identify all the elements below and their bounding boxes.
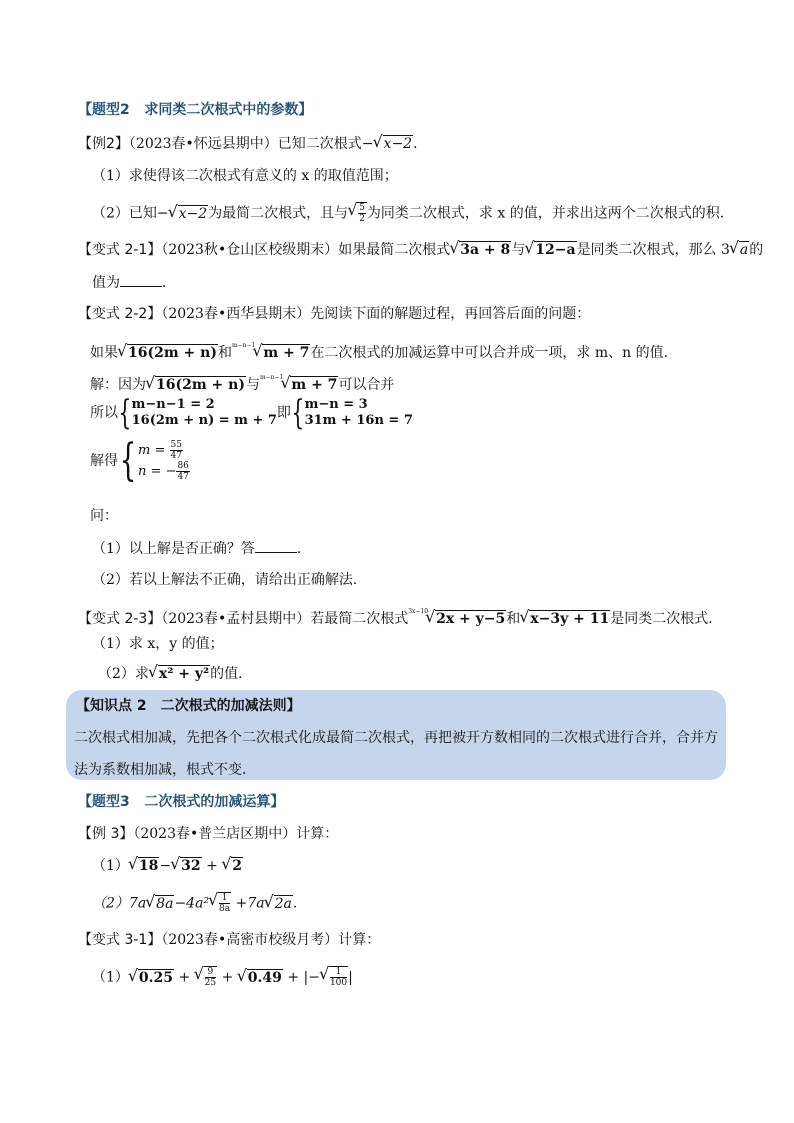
example-3-q2: （2）7a√ 8a−4a² √ $\frac{1}{8a}$ +7a√ 2a． xyxy=(92,892,307,914)
variant-2-3-q2: （2）求√ x² + y²的值． xyxy=(98,664,252,684)
example-2-q2: （2）已知−√ x−2为最简二次根式，且与 √ $\frac{5}{2}$ 为同类二次根式，求 x 的值，并求出这两个二次根式的积． xyxy=(92,202,734,224)
section-title-type3: 【题型3 二次根式的加减运算】 xyxy=(78,794,285,810)
knowledge-point-line2: 法为系数相加减，根式不变． xyxy=(74,762,256,778)
variant-3-1-q1: （1）√ 0.25 + √ $\frac{9}{25}$ + √ 0.49 + |− √ $\frac{1}{100}$ | xyxy=(92,966,353,988)
variant-2-3-q1: （1）求 x，y 的值； xyxy=(92,636,224,652)
variant-2-1: 【变式 2-1】（2023秋•仓山区校级期末）如果最简二次根式√ 3a + 8与√ 12−a是同类二次根式，那么 3√ a的 xyxy=(78,240,763,260)
example-2-q1: （1）求使得该二次根式有意义的 x 的取值范围； xyxy=(92,168,398,184)
variant-2-2-ask: 问： xyxy=(90,508,118,524)
example-3-q1: （1）√ 18−√ 32 + √ 2 xyxy=(92,856,243,876)
variant-2-2-q2: （2）若以上解法不正确，请给出正确解法． xyxy=(92,572,367,588)
knowledge-point-line1: 二次根式相加减，先把各个二次根式化成最简二次根式，再把被开方数相同的二次根式进行合并，合并方 xyxy=(74,730,718,746)
variant-2-2-line2: 解：因为√ 16(2m + n)与$^{m-n-1}$√ m + 7可以合并 xyxy=(90,368,394,395)
variant-3-1: 【变式 3-1】（2023春•高密市校级月考）计算： xyxy=(78,932,381,948)
section-title-type2: 【题型2 求同类二次根式中的参数】 xyxy=(78,102,313,118)
variant-2-2-system: 所以{ m−n−1 = 2 16(2m + n) = m + 7 即{ m−n = 3 31m + 16n = 7 xyxy=(90,393,413,433)
variant-2-2-q1: （1）以上解是否正确？答 ． xyxy=(92,538,311,559)
variant-2-2-solution: 解得{ m = $\frac{55}{47}$ n = − $\frac{86}{47}$ xyxy=(90,435,189,486)
variant-2-2-line1: 如果√ 16(2m + n)和$^{m-n-1}$√ m + 7在二次根式的加减运算中可以合并成一项，求 m、n 的值． xyxy=(90,336,678,363)
variant-2-2: 【变式 2-2】（2023春•西华县期末）先阅读下面的解题过程，再回答后面的问题： xyxy=(78,306,591,322)
knowledge-point-title: 【知识点 2 二次根式的加减法则】 xyxy=(76,698,301,714)
answer-blank[interactable] xyxy=(120,272,162,287)
answer-blank[interactable] xyxy=(255,538,297,553)
example-3: 【例 3】（2023春•普兰店区期中）计算： xyxy=(78,826,339,842)
variant-2-3: 【变式 2-3】（2023春•孟村县期中）若最简二次根式$^{3x-10}$√ 2x + y−5和√ x−3y + 11是同类二次根式． xyxy=(78,602,722,629)
variant-2-1-line2: 值为 ． xyxy=(92,272,176,293)
example-2: 【例2】（2023春•怀远县期中）已知二次根式−√ x−2． xyxy=(78,134,427,154)
radical: √ x−2 xyxy=(374,134,414,154)
